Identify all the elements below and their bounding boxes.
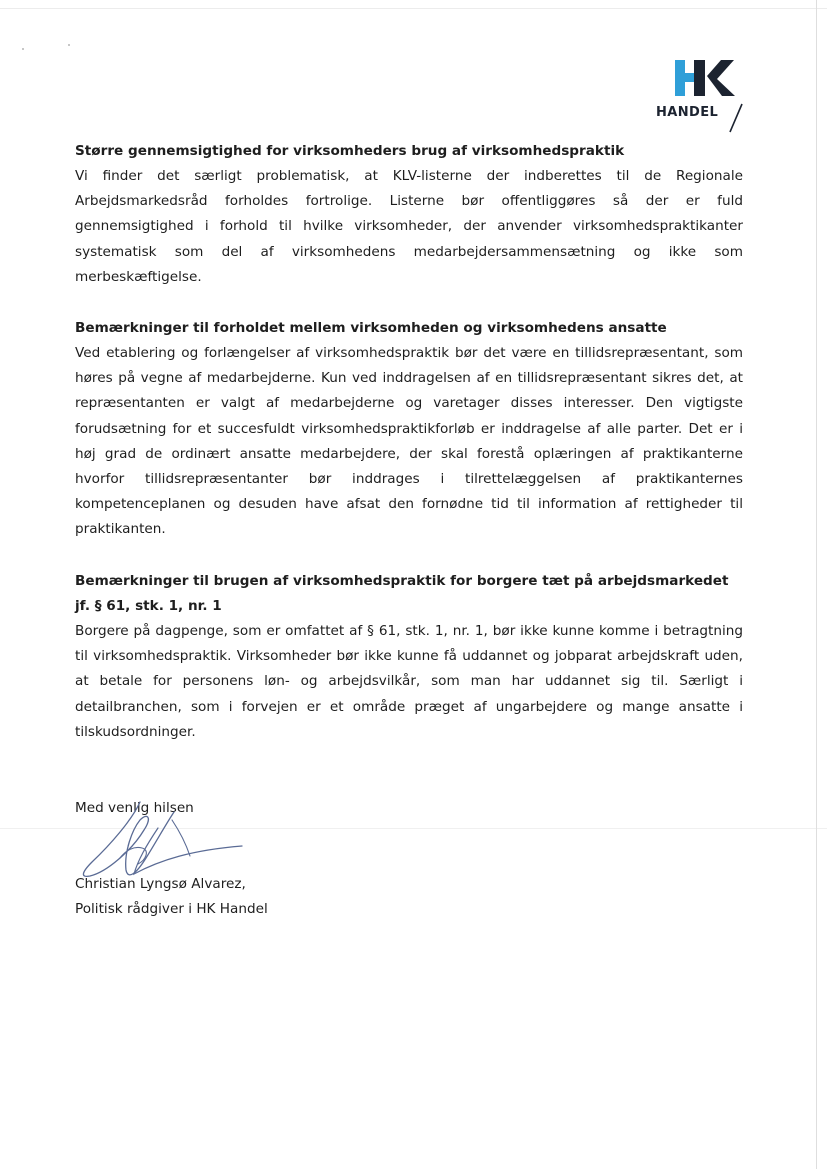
scan-speck [68,44,70,46]
section-heading-employees: Bemærkninger til forholdet mellem virksomheden og virksomhedens ansatte [75,320,667,336]
section-body-transparency: Vi finder det særligt problematisk, at KLV-listerne der indberettes til de Regionale Arbejdsmarkedsråd forholdes fortrolige. Listerne bør offentliggøres så der er fuld gennemsigtighed i forhold til hvilke virksomheder, der anvender virksomhedspraktikanter systematisk som del af virksomhedens medarbejdersammensætning og ikke som merbeskæftigelse. [75,168,743,285]
logo-wordmark: HANDEL [656,105,719,120]
logo-h-right-stem [694,60,705,96]
hk-handel-logo [655,60,745,136]
section-body-citizens: Borgere på dagpenge, som er omfattet af § 61, stk. 1, nr. 1, bør ikke kunne komme i betragtning til virksomhedspraktik. Virksomheder bør ikke kunne få uddannet og jobparat arbejdskraft uden, at betale for personens løn- og arbejdsvilkår, som man har uddannet sig til. Særligt i detailbranchen, som i forvejen er et område præget af ungarbejdere og mange ansatte i tilskudsordninger. [75,623,743,740]
signatory-title: Politisk rådgiver i HK Handel [75,901,268,917]
scan-artifact-edge [816,0,817,1169]
signatory-name: Christian Lyngsø Alvarez, [75,876,246,892]
scan-artifact-top [0,8,827,9]
logo-slash [730,104,742,132]
logo-k-arms [707,60,735,96]
scan-speck [22,48,24,50]
section-body-employees: Ved etablering og forlængelser af virksomhedspraktik bør det være en tillidsrepræsentant, som høres på vegne af medarbejderne. Kun ved inddragelsen af en tillidsrepræsentant sikres det, at repræsentanten er valgt af medarbejderne og varetager disses interesser. Den vigtigste forudsætning for et succesfuldt virksomhedspraktikforløb er inddragelse af alle parter. Det er i høj grad de ordinært ansatte medarbejdere, der skal forestå oplæringen af praktikanterne hvorfor tillidsrepræsentanter bør inddrages i tilrettelæggelsen af praktikanternes kompetenceplanen og desuden have afsat den fornødne tid til information af rettigheder til praktikanten. [75,345,743,538]
section-heading-citizens: Bemærkninger til brugen af virksomhedspraktik for borgere tæt på arbejdsmarkedet [75,573,729,589]
section-heading-transparency: Større gennemsigtighed for virksomheders brug af virksomhedspraktik [75,143,625,159]
section-heading-citizens-ref: jf. § 61, stk. 1, nr. 1 [75,598,222,614]
closing-greeting: Med venlig hilsen [75,800,194,816]
